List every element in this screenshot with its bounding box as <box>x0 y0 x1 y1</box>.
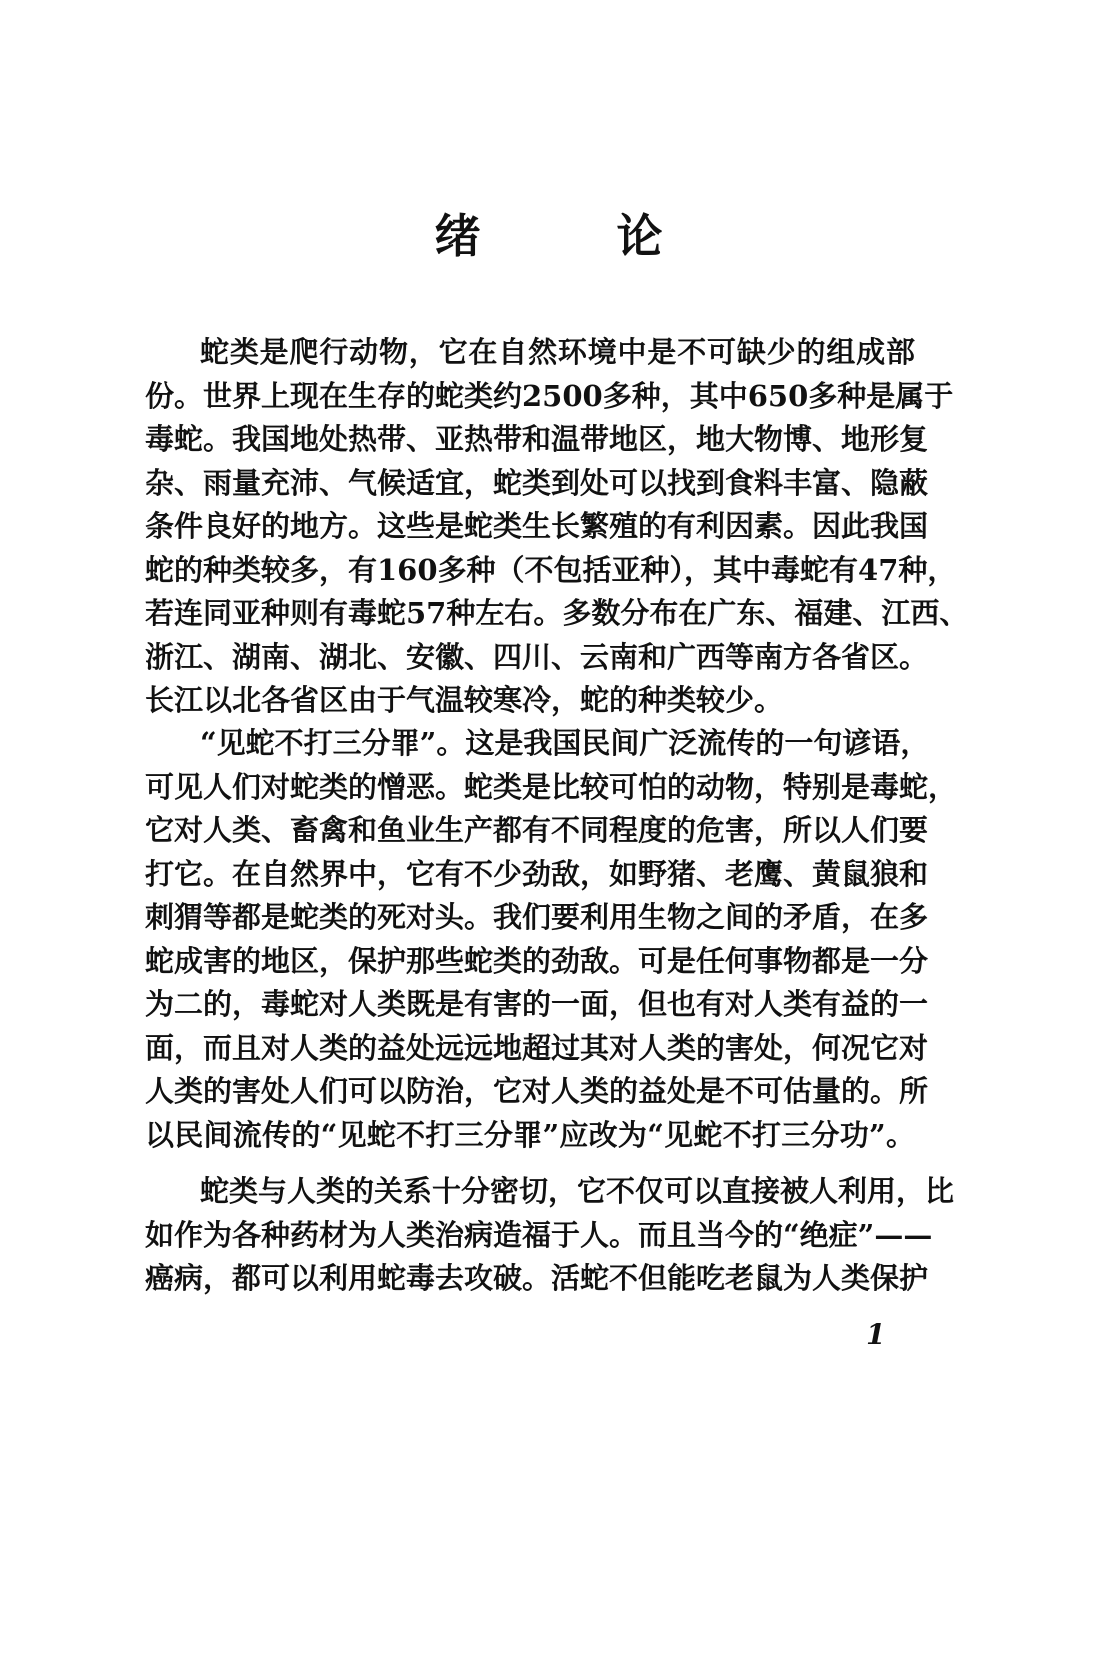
text-line: 蛇类是爬行动物，它在自然环境中是不可缺少的组成部 <box>200 335 915 369</box>
text-line: 蛇的种类较多，有160多种（不包括亚种），其中毒蛇有47种， <box>145 552 957 587</box>
text-line: 杂、雨量充沛、气候适宜，蛇类到处可以找到食料丰富、隐蔽 <box>145 465 929 500</box>
text-line: 若连同亚种则有毒蛇57种左右。多数分布在广东、福建、江西、 <box>145 596 969 630</box>
page-number: 1 <box>866 1318 886 1351</box>
text-line: 面，而且对人类的益处远远地超过其对人类的害处，何况它对 <box>145 1030 929 1065</box>
text-line: 打它。在自然界中，它有不少劲敌，如野猪、老鹰、黄鼠狼和 <box>145 856 929 891</box>
text-line: 长江以北各省区由于气温较寒冷，蛇的种类较少。 <box>145 683 784 717</box>
text-line: 癌病，都可以利用蛇毒去攻破。活蛇不但能吃老鼠为人类保护 <box>145 1261 929 1295</box>
text-line: 可见人们对蛇类的憎恶。蛇类是比较可怕的动物，特别是毒蛇， <box>145 769 958 804</box>
text-line: 条件良好的地方。这些是蛇类生长繁殖的有利因素。因此我国 <box>145 509 929 543</box>
text-line: 为二的，毒蛇对人类既是有害的一面，但也有对人类有益的一 <box>145 987 929 1021</box>
text-line: 人类的害处人们可以防治，它对人类的益处是不可估量的。所 <box>145 1074 929 1108</box>
text-line: 浙江、湖南、湖北、安徽、四川、云南和广西等南方各省区。 <box>145 639 929 674</box>
text-line: 毒蛇。我国地处热带、亚热带和温带地区，地大物博、地形复 <box>145 422 929 456</box>
text-line: 如作为各种药材为人类治病造福于人。而且当今的“绝症”—— <box>145 1217 933 1252</box>
text-line: 蛇成害的地区，保护那些蛇类的劲敌。可是任何事物都是一分 <box>145 943 929 978</box>
text-line: “见蛇不打三分罪”。这是我国民间广泛流传的一句谚语， <box>200 726 930 760</box>
text-line: 刺猬等都是蛇类的死对头。我们要利用生物之间的矛盾，在多 <box>145 900 929 934</box>
text-line: 它对人类、畜禽和鱼业生产都有不同程度的危害，所以人们要 <box>145 813 929 847</box>
text-line: 以民间流传的“见蛇不打三分罪”应改为“见蛇不打三分功”。 <box>145 1117 915 1152</box>
text-line: 蛇类与人类的关系十分密切，它不仅可以直接被人利用，比 <box>200 1174 955 1208</box>
chapter-title: 绪 论 <box>434 209 723 263</box>
text-line: 份。世界上现在生存的蛇类约2500多种，其中650多种是属于 <box>145 378 954 413</box>
